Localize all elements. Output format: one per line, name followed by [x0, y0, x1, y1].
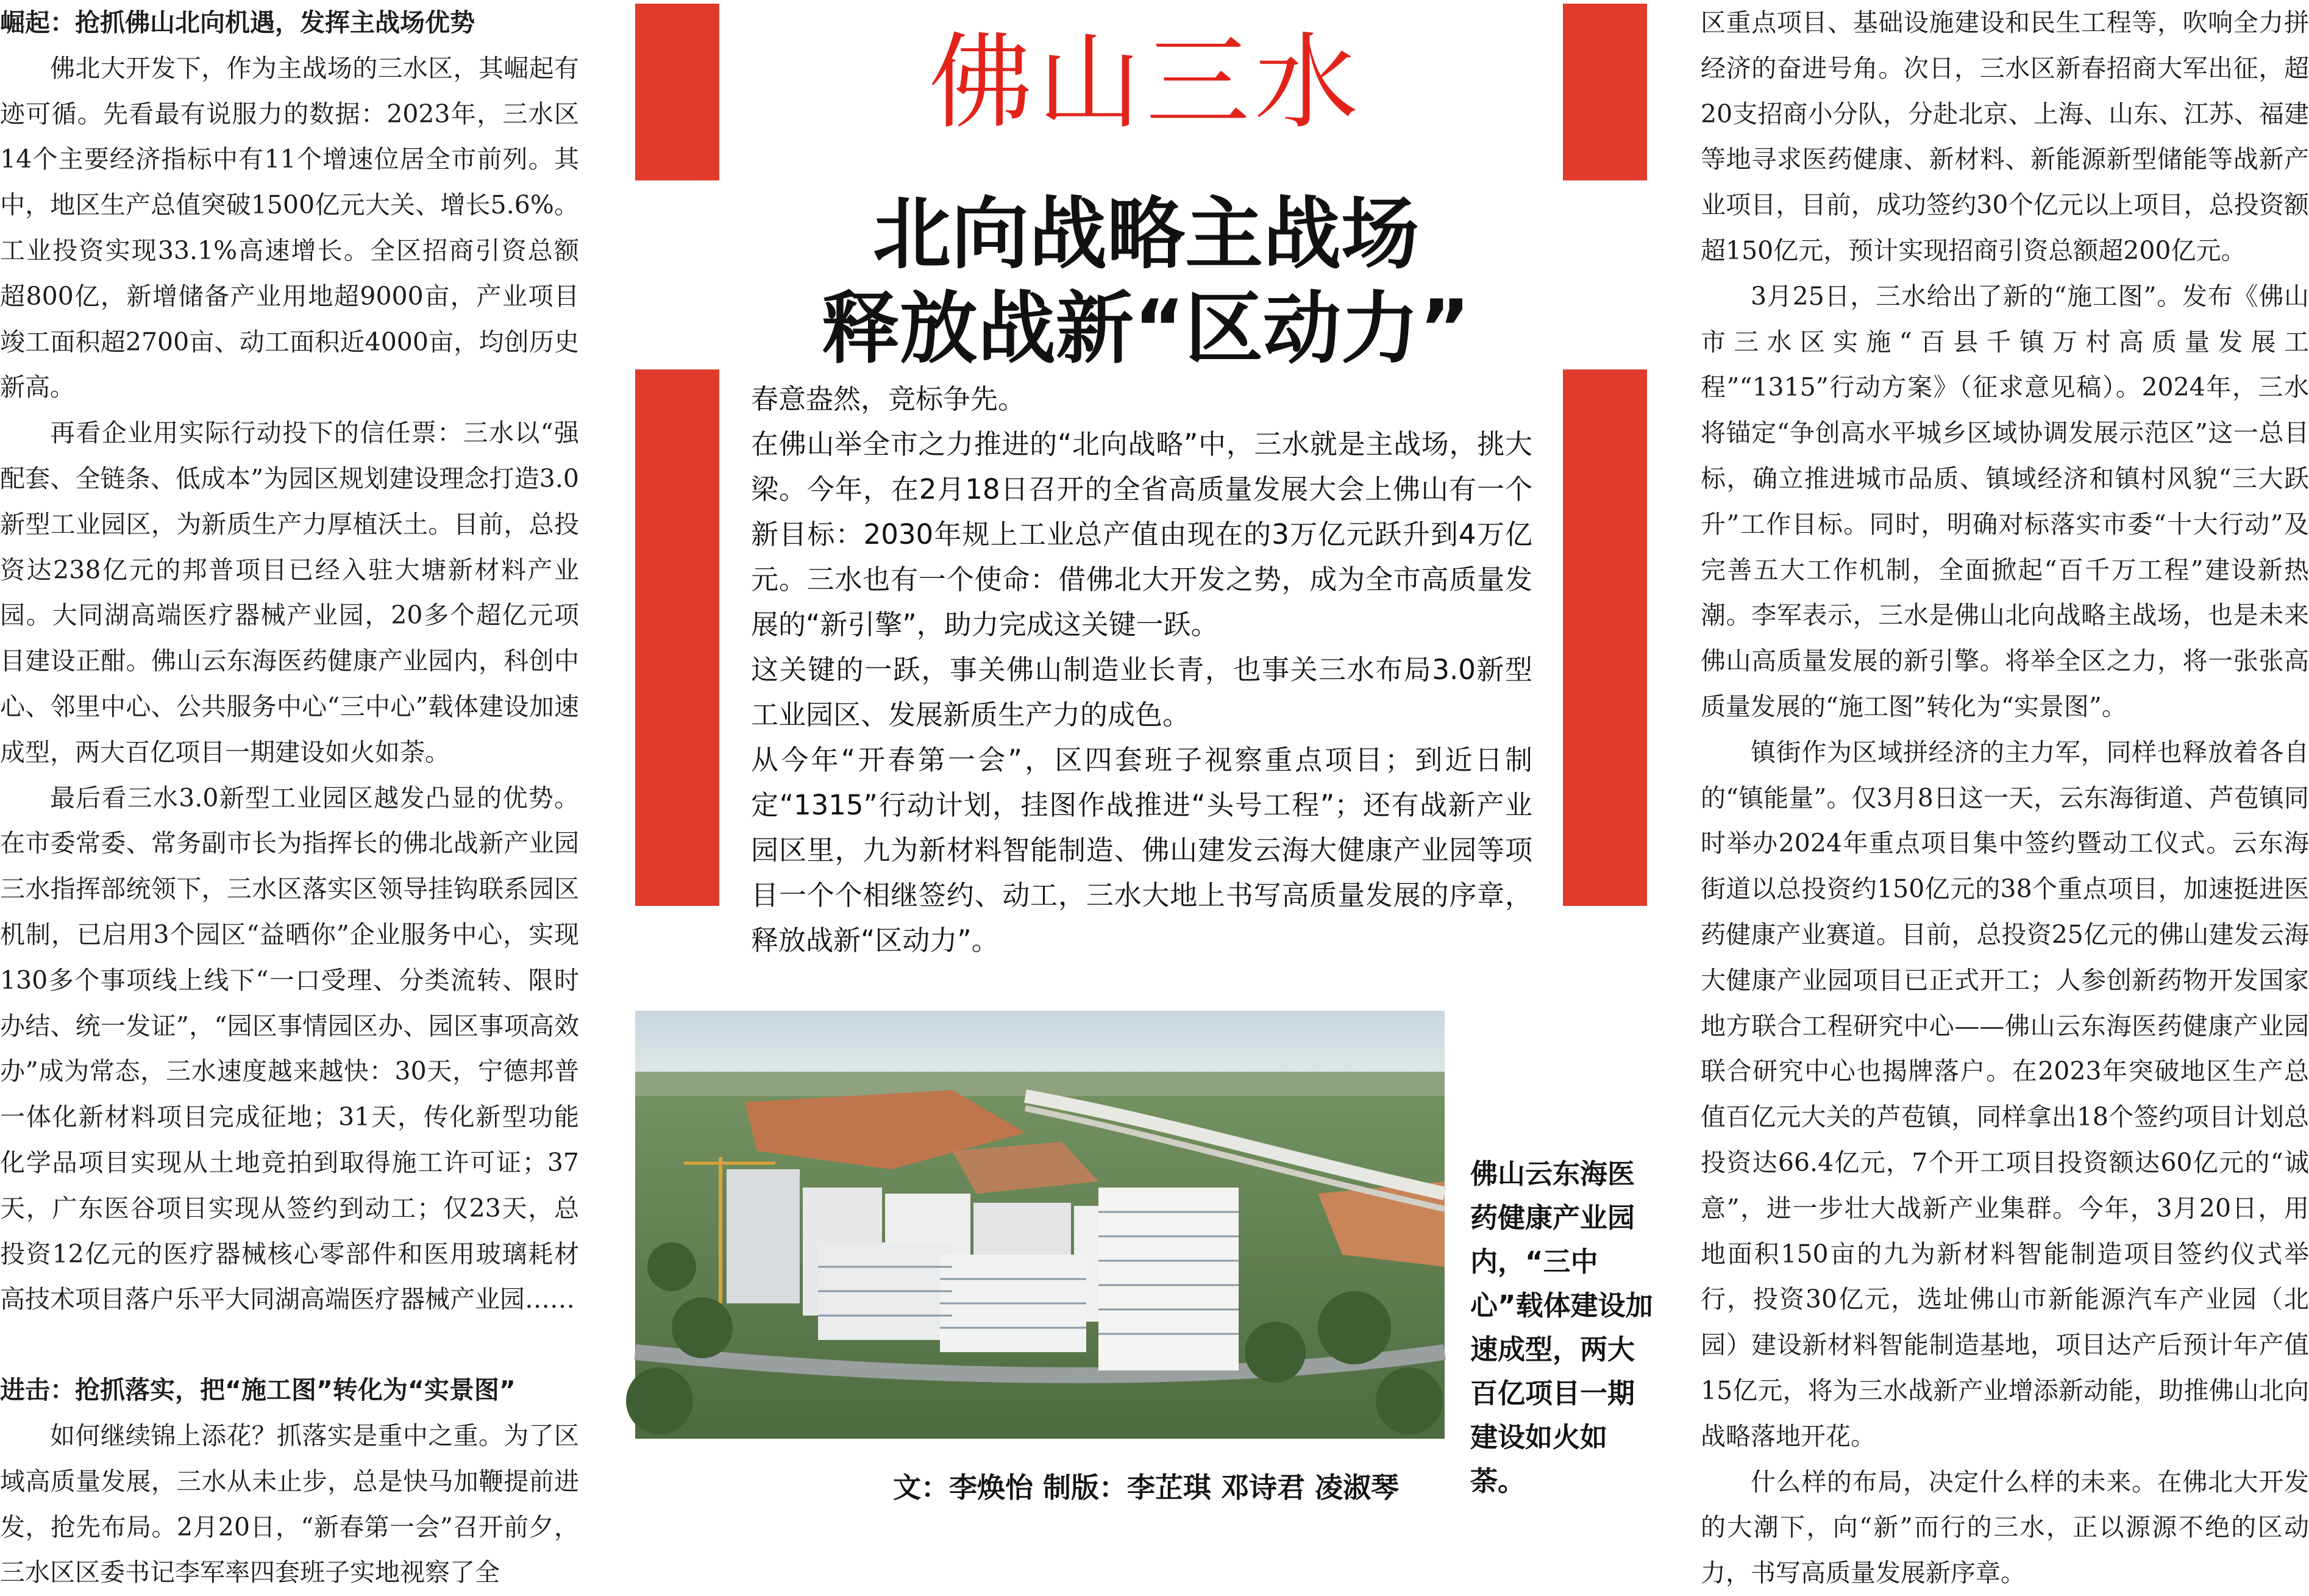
industrial-park-photo: [635, 1011, 1445, 1439]
right-paragraph: 3月25日，三水给出了新的“施工图”。发布《佛山市三水区实施“百县千镇万村高质量发展工程”“1315”行动方案》（征求意见稿）。2024年，三水将锚定“争创高水平城乡区域协调发展示范区”这一总目标，确立推进城市品质、镇域经济和镇村风貌“三大跃升”工作目标。同时，明确对标落实市委“十大行动”及完善五大工作机制，全面掀起“百千万工程”建设新热潮。李军表示，三水是佛山北向战略主战场，也是未来佛山高质量发展的新引擎。将举全区之力，将一张张高质量发展的“施工图”转化为“实景图”。: [1701, 281, 2309, 721]
left-paragraph: 如何继续锦上添花？抓落实是重中之重。为了区域高质量发展，三水从未止步，总是快马加鞭提前进发，抢先布局。2月20日，“新春第一会”召开前夕，三水区区委书记李军率四套班子实地视察了全: [0, 1420, 579, 1587]
left-subhead-2: 进击：抢抓落实，把“施工图”转化为“实景图”: [0, 1375, 516, 1405]
aerial-view-illustration: [635, 1011, 1445, 1439]
headline-line-2: 释放战新“区动力”: [821, 283, 1471, 374]
red-bar-mid-left: [635, 369, 719, 906]
section-label: 佛山三水: [928, 23, 1363, 143]
credits: 文：李焕怡 制版：李芷琪 邓诗君 凌淑琴: [892, 1471, 1400, 1504]
left-paragraph: 佛北大开发下，作为主战场的三水区，其崛起有迹可循。先看最有说服力的数据：2023年，三水区14个主要经济指标中有11个增速位居全市前列。其中，地区生产总值突破1500亿元大关、增长5.6%。工业投资实现33.1%高速增长。全区招商引资总额超800亿，新增储备产业用地超9000亩，产业项目竣工面积超2700亩、动工面积近4000亩，均创历史新高。: [0, 53, 579, 402]
lead-text: [751, 377, 1532, 963]
lead-paragraph: 在佛山举全市之力推进的“北向战略”中，三水就是主战场，挑大梁。今年，在2月18日召开的全省高质量发展大会上佛山有一个新目标：2030年规上工业总产值由现在的3万亿元跃升到4万亿元。三水也有一个使命：借佛北大开发之势，成为全市高质量发展的“新引擎”，助力完成这关键一跃。: [751, 428, 1532, 641]
right-paragraph: 镇街作为区域拼经济的主力军，同样也释放着各自的“镇能量”。仅3月8日这一天，云东海街道、芦苞镇同时举办2024年重点项目集中签约暨动工仪式。云东海街道以总投资约150亿元的38个重点项目，加速挺进医药健康产业赛道。目前，总投资25亿元的佛山建发云海大健康产业园项目已正式开工；人参创新药物开发国家地方联合工程研究中心——佛山云东海医药健康产业园联合研究中心也揭牌落户。在2023年突破地区生产总值百亿元大关的芦苞镇，同样拿出18个签约项目计划总投资达66.4亿元，7个开工项目投资额达60亿元的“诚意”，进一步壮大战新产业集群。今年，3月20日，用地面积150亩的九为新材料智能制造项目签约仪式举行，投资30亿元，选址佛山市新能源汽车产业园（北园）建设新材料智能制造基地，项目达产后预计年产值15亿元，将为三水战新产业增添新动能，助推佛山北向战略落地开花。: [1701, 737, 2309, 1451]
red-bar-mid-right: [1563, 369, 1647, 906]
right-paragraph: 区重点项目、基础设施建设和民生工程等，吹响全力拼经济的奋进号角。次日，三水区新春招商大军出征，超20支招商小分队，分赴北京、上海、山东、江苏、福建等地寻求医药健康、新材料、新能源新型储能等战新产业项目，目前，成功签约30个亿元以上项目，总投资额超150亿元，预计实现招商引资总额超200亿元。: [1701, 8, 2309, 265]
lead-paragraph: 从今年“开春第一会”，区四套班子视察重点项目；到近日制定“1315”行动计划，挂图作战推进“头号工程”；还有战新产业园区里，九为新材料智能制造、佛山建发云海大健康产业园等项目一个个相继签约、动工，三水大地上书写高质量发展的序章，释放战新“区动力”。: [751, 744, 1532, 957]
photo-caption: 佛山云东海医药健康产业园内，“三中心”载体建设加速成型，两大百亿项目一期建设如火如荼。: [1470, 1158, 1653, 1497]
lead-paragraph: 春意盎然，竞标争先。: [751, 383, 1026, 415]
headline-line-1: 北向战略主战场: [872, 189, 1419, 280]
left-paragraph: 再看企业用实际行动投下的信任票：三水以“强配套、全链条、低成本”为园区规划建设理念打造3.0新型工业园区，为新质生产力厚植沃土。目前，总投资达238亿元的邦普项目已经入驻大塘新材料产业园。大同湖高端医疗器械产业园，20多个超亿元项目建设正酣。佛山云东海医药健康产业园内，科创中心、邻里中心、公共服务中心“三中心”载体建设加速成型，两大百亿项目一期建设如火如荼。: [0, 418, 579, 767]
lead-paragraph: 这关键的一跃，事关佛山制造业长青，也事关三水布局3.0新型工业园区、发展新质生产力的成色。: [751, 654, 1532, 731]
left-paragraph: 最后看三水3.0新型工业园区越发凸显的优势。在市委常委、常务副市长为指挥长的佛北战新产业园三水指挥部统领下，三水区落实区领导挂钩联系园区机制，已启用3个园区“益晒你”企业服务中心，实现130多个事项线上线下“一口受理、分类流转、限时办结、统一发证”，“园区事情园区办、园区事项高效办”成为常态，三水速度越来越快：30天，宁德邦普一体化新材料项目完成征地；31天，传化新型功能化学品项目实现从土地竞拍到取得施工许可证；37天，广东医谷项目实现从签约到动工；仅23天，总投资12亿元的医疗器械核心零部件和医用玻璃耗材高技术项目落户乐平大同湖高端医疗器械产业园……: [0, 783, 579, 1314]
left-column: [0, 0, 579, 1587]
left-subhead-1: 崛起：抢抓佛山北向机遇，发挥主战场优势: [0, 8, 475, 37]
right-column: [1701, 0, 2309, 1588]
right-paragraph: 什么样的布局，决定什么样的未来。在佛北大开发的大潮下，向“新”而行的三水，正以源源不绝的区动力，书写高质量发展新序章。: [1701, 1467, 2309, 1588]
